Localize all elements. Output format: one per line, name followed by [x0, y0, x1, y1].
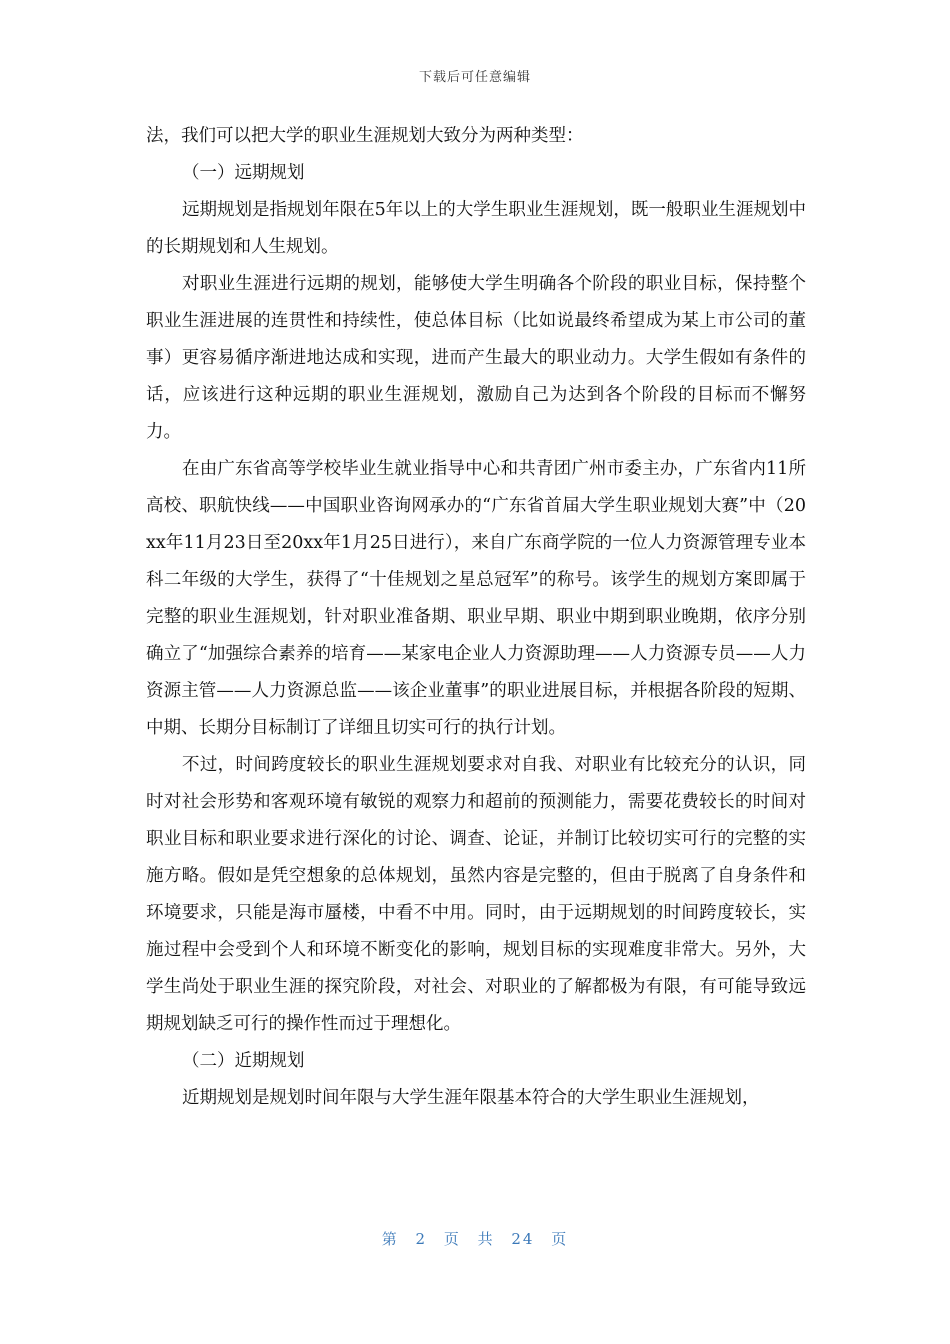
paragraph-long-term-benefits: 对职业生涯进行远期的规划，能够使大学生明确各个阶段的职业目标，保持整个职业生涯进展的连贯性和持续性，使总体目标（比如说最终希望成为某上市公司的董事）更容易循序渐进地达成和实现，进而产生最大的职业动力。大学生假如有条件的话，应该进行这种远期的职业生涯规划，激励自己为达到各个阶段的目标而不懈努力。: [146, 274, 806, 442]
paragraph-competition-example: 在由广东省高等学校毕业生就业指导中心和共青团广州市委主办，广东省内11所高校、职航快线——中国职业咨询网承办的“广东省首届大学生职业规划大赛”中（20xx年11月23日至20xx年1月25日进行），来自广东商学院的一位人力资源管理专业本科二年级的大学生，获得了“十佳规划之星总冠军”的称号。该学生的规划方案即属于完整的职业生涯规划，针对职业准备期、职业早期、职业中期到职业晚期，依序分别确立了“加强综合素养的培育——某家电企业人力资源助理——人力资源专员——人力资源主管——人力资源总监——该企业董事”的职业进展目标，并根据各阶段的短期、中期、长期分目标制订了详细且切实可行的执行计划。: [146, 459, 806, 738]
paragraph-long-term-definition: 远期规划是指规划年限在5年以上的大学生职业生涯规划，既一般职业生涯规划中的长期规划和人生规划。: [146, 200, 806, 257]
paragraph-continuation: 法，我们可以把大学的职业生涯规划大致分为两种类型：: [146, 126, 584, 146]
page-header: 下载后可任意编辑: [418, 70, 531, 85]
page-number-footer: 第 2 页 共 24 页: [381, 1230, 569, 1248]
section-heading-long-term: （一）远期规划: [182, 163, 305, 183]
paragraph-short-term-definition: 近期规划是规划时间年限与大学生涯年限基本符合的大学生职业生涯规划，: [182, 1088, 760, 1108]
section-heading-short-term: （二）近期规划: [182, 1051, 305, 1071]
paragraph-long-term-drawbacks: 不过，时间跨度较长的职业生涯规划要求对自我、对职业有比较充分的认识，同时对社会形势和客观环境有敏锐的观察力和超前的预测能力，需要花费较长的时间对职业目标和职业要求进行深化的讨论、调查、论证，并制订比较切实可行的完整的实施方略。假如是凭空想象的总体规划，虽然内容是完整的，但由于脱离了自身条件和环境要求，只能是海市蜃楼，中看不中用。同时，由于远期规划的时间跨度较长，实施过程中会受到个人和环境不断变化的影响，规划目标的实现难度非常大。另外，大学生尚处于职业生涯的探究阶段，对社会、对职业的了解都极为有限，有可能导致远期规划缺乏可行的操作性而过于理想化。: [146, 755, 806, 1034]
document-body: [146, 118, 806, 1117]
